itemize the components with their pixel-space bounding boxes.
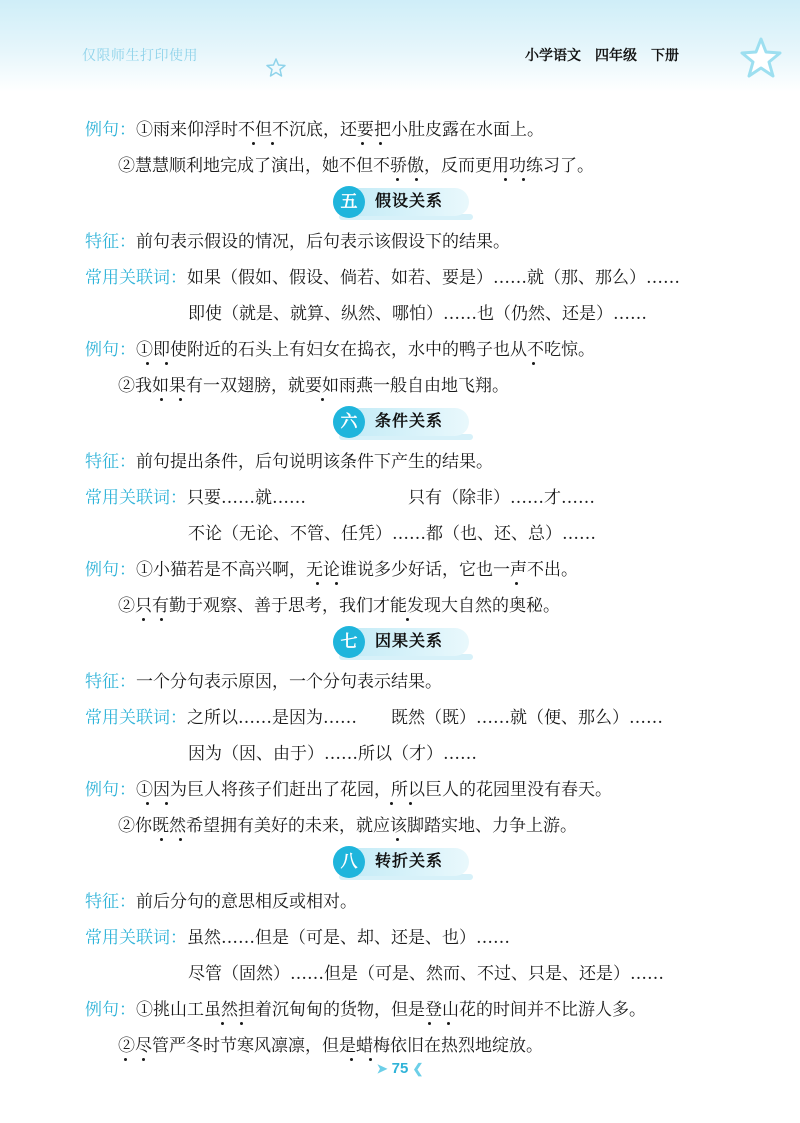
section-title: 条件关系 [375,413,444,430]
connectives-line [85,260,765,296]
connectives-label: 常用关联词： [85,268,187,287]
example-line [85,808,765,844]
section-number-badge: 六 [333,406,365,438]
feature-line [85,884,765,920]
example-label: 例句： [85,560,136,579]
example-text: ①雨来仰浮时不但不沉底，还要把小肚皮露在水面上。 [136,120,544,140]
page-content [85,112,765,1064]
example-text: ①即使附近的石头上有妇女在捣衣，水中的鸭子也从不吃惊。 [136,340,595,360]
example-label: 例句： [85,780,136,799]
feature-line [85,664,765,700]
connectives-line [85,296,765,332]
example-text: ②你既然希望拥有美好的未来，就应该脚踏实地、力争上游。 [118,816,577,836]
section-title-pill [333,848,469,876]
example-line [85,112,765,148]
section-number-badge: 七 [333,626,365,658]
feature-label: 特征： [85,232,136,251]
chevron-right-icon: ➤ [376,1061,388,1076]
connectives-text: 即使（就是、就算、纵然、哪怕）……也（仍然、还是）…… [188,304,647,324]
feature-text: 前句表示假设的情况，后句表示该假设下的结果。 [136,232,510,252]
connectives-text: 只要……就…… 只有（除非）……才…… [187,488,595,508]
example-line [85,1028,765,1064]
section-header [85,844,765,884]
feature-text: 前后分句的意思相反或相对。 [136,892,357,912]
example-label: 例句： [85,340,136,359]
connectives-text: 如果（假如、假设、倘若、如若、要是）……就（那、那么）…… [187,268,680,288]
example-text: ①因为巨人将孩子们赶出了花园，所以巨人的花园里没有春天。 [136,780,612,800]
example-line [85,368,765,404]
connectives-text: 不论（无论、不管、任凭）……都（也、还、总）…… [188,524,596,544]
example-text: ①小猫若是不高兴啊，无论谁说多少好话，它也一声不出。 [136,560,578,580]
feature-line [85,224,765,260]
section-title: 假设关系 [375,193,444,210]
example-line [85,148,765,184]
small-star-icon [266,58,286,78]
feature-text: 前句提出条件，后句说明该条件下产生的结果。 [136,452,493,472]
section-title-pill [333,408,469,436]
example-line [85,332,765,368]
section-title: 转折关系 [375,853,444,870]
connectives-line [85,516,765,552]
feature-line [85,444,765,480]
example-label: 例句： [85,120,136,139]
example-line [85,772,765,808]
connectives-text: 虽然……但是（可是、却、还是、也）…… [187,928,510,948]
feature-label: 特征： [85,672,136,691]
section-title-pill [333,188,469,216]
connectives-label: 常用关联词： [85,488,187,507]
section-title: 因果关系 [375,633,444,650]
example-text: ②慧慧顺利地完成了演出，她不但不骄傲，反而更用功练习了。 [118,156,594,176]
example-text: ②只有勤于观察、善于思考，我们才能发现大自然的奥秘。 [118,596,560,616]
connectives-text: 尽管（固然）……但是（可是、然而、不过、只是、还是）…… [188,964,664,984]
star-icon [738,36,784,82]
chevron-left-icon: ❮ [412,1061,424,1076]
connectives-line [85,920,765,956]
feature-text: 一个分句表示原因，一个分句表示结果。 [136,672,442,692]
example-text: ②我如果有一双翅膀，就要如雨燕一般自由地飞翔。 [118,376,509,396]
section-title-pill [333,628,469,656]
connectives-line [85,700,765,736]
connectives-text: 因为（因、由于）……所以（才）…… [188,744,477,764]
section-number-badge: 五 [333,186,365,218]
feature-label: 特征： [85,892,136,911]
page-number [0,1060,800,1077]
section-header [85,624,765,664]
connectives-label: 常用关联词： [85,708,187,727]
feature-label: 特征： [85,452,136,471]
page-number-text: 75 [391,1060,409,1077]
example-line [85,588,765,624]
example-line [85,992,765,1028]
example-label: 例句： [85,1000,136,1019]
section-number-badge: 八 [333,846,365,878]
header-book-info: 小学语文 四年级 下册 [525,47,679,63]
section-header [85,404,765,444]
connectives-line [85,736,765,772]
connectives-line [85,956,765,992]
header-watermark-text: 仅限师生打印使用 [82,47,198,63]
example-line [85,552,765,588]
example-text: ②尽管严冬时节寒风凛凛，但是蜡梅依旧在热烈地绽放。 [118,1036,543,1056]
section-header [85,184,765,224]
example-text: ①挑山工虽然担着沉甸甸的货物，但是登山花的时间并不比游人多。 [136,1000,646,1020]
connectives-text: 之所以……是因为…… 既然（既）……就（便、那么）…… [187,708,663,728]
connectives-label: 常用关联词： [85,928,187,947]
connectives-line [85,480,765,516]
